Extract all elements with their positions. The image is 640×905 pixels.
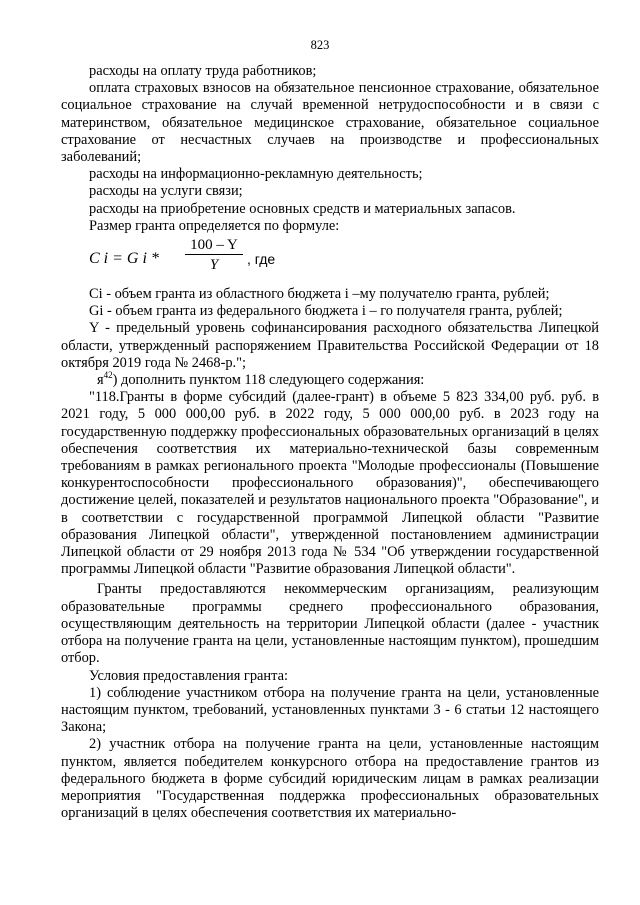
paragraph: оплата страховых взносов на обязательное пенсионное страхование, обязательное социальное страхование на случай временной нетрудоспособности и в связи с материнством, обязательное медицинское страхование, обязательное социальное страхование от несчастных случаев на производстве и профессиональных заболеваний; xyxy=(61,80,599,166)
formula-tail: , где xyxy=(247,251,276,268)
paragraph: расходы на информационно-рекламную деятельность; xyxy=(89,166,423,183)
definition: Gi - объем гранта из федерального бюджета i – го получателя гранта, рублей; xyxy=(89,303,563,320)
page-number: 823 xyxy=(310,38,330,52)
grant-formula xyxy=(89,236,599,282)
formula-numerator: 100 – Y xyxy=(185,236,243,255)
paragraph: 2) участник отбора на получение гранта на цели, установленные настоящим пунктом, является победителем конкурсного отбора на предоставление грантов из федерального бюджета в форме субсидий юридическим лицам в рамках реализации мероприятия "Государственная поддержка профессиональных образовательных организаций в целях обеспечения соответствия их материально- xyxy=(61,736,599,822)
paragraph: Условия предоставления гранта: xyxy=(89,667,288,684)
footnote-mark: 42 xyxy=(103,370,113,381)
amendment-prefix: я xyxy=(97,372,104,389)
formula-fraction xyxy=(185,236,243,275)
definition: Y - предельный уровень софинансирования расходного обязательства Липецкой области, утвержденный распоряжением Правительства Российской Федерации от 18 октября 2019 года № 2468-р."; xyxy=(61,320,599,371)
formula-lhs: C i = G i * xyxy=(89,250,159,268)
document-body xyxy=(61,63,599,822)
paragraph: расходы на оплату труда работников; xyxy=(89,63,317,79)
amendment-text: ) дополнить пунктом 118 следующего содержания: xyxy=(112,372,425,389)
amendment-line xyxy=(61,372,599,389)
formula-denominator: Y xyxy=(209,257,219,274)
definition: Ci - объем гранта из областного бюджета i –му получателю гранта, рублей; xyxy=(89,286,550,303)
paragraph: Размер гранта определяется по формуле: xyxy=(89,217,340,234)
paragraph: расходы на услуги связи; xyxy=(89,183,243,200)
paragraph: "118.Гранты в форме субсидий (далее-грант) в объеме 5 823 334,00 руб. руб. в 2021 году, 5 000 000,00 руб. в 2022 году, 5 000 000,00 руб. в 2023 году на государственную поддержку профессиональных образовательных организаций в целях обеспечения соответствия их материально-технической базы современным требованиям в рамках регионального проекта "Молодые профессионалы (Повышение конкурентоспособности профессионального образования)", обеспечивающего достижение целей, показателей и результатов национального проекта "Образование", и в соответствии с государственной программой Липецкой области "Развитие образования Липецкой области", утвержденной постановлением администрации Липецкой области от 29 ноября 2013 года № 534 "Об утверждении государственной программы Липецкой области "Развитие образования Липецкой области". xyxy=(61,389,599,578)
paragraph: 1) соблюдение участником отбора на получение гранта на цели, установленные настоящим пунктом, требований, установленных пунктами 3 - 6 статьи 12 настоящего Закона; xyxy=(61,684,599,736)
paragraph: Гранты предоставляются некоммерческим организациям, реализующим образовательные программы среднего профессионального образования, осуществляющим деятельность на территории Липецкой области (далее - участник отбора на получение гранта на цели, установленные настоящим пунктом), прошедшим отбор. xyxy=(61,581,599,667)
paragraph: расходы на приобретение основных средств и материальных запасов. xyxy=(89,200,516,217)
